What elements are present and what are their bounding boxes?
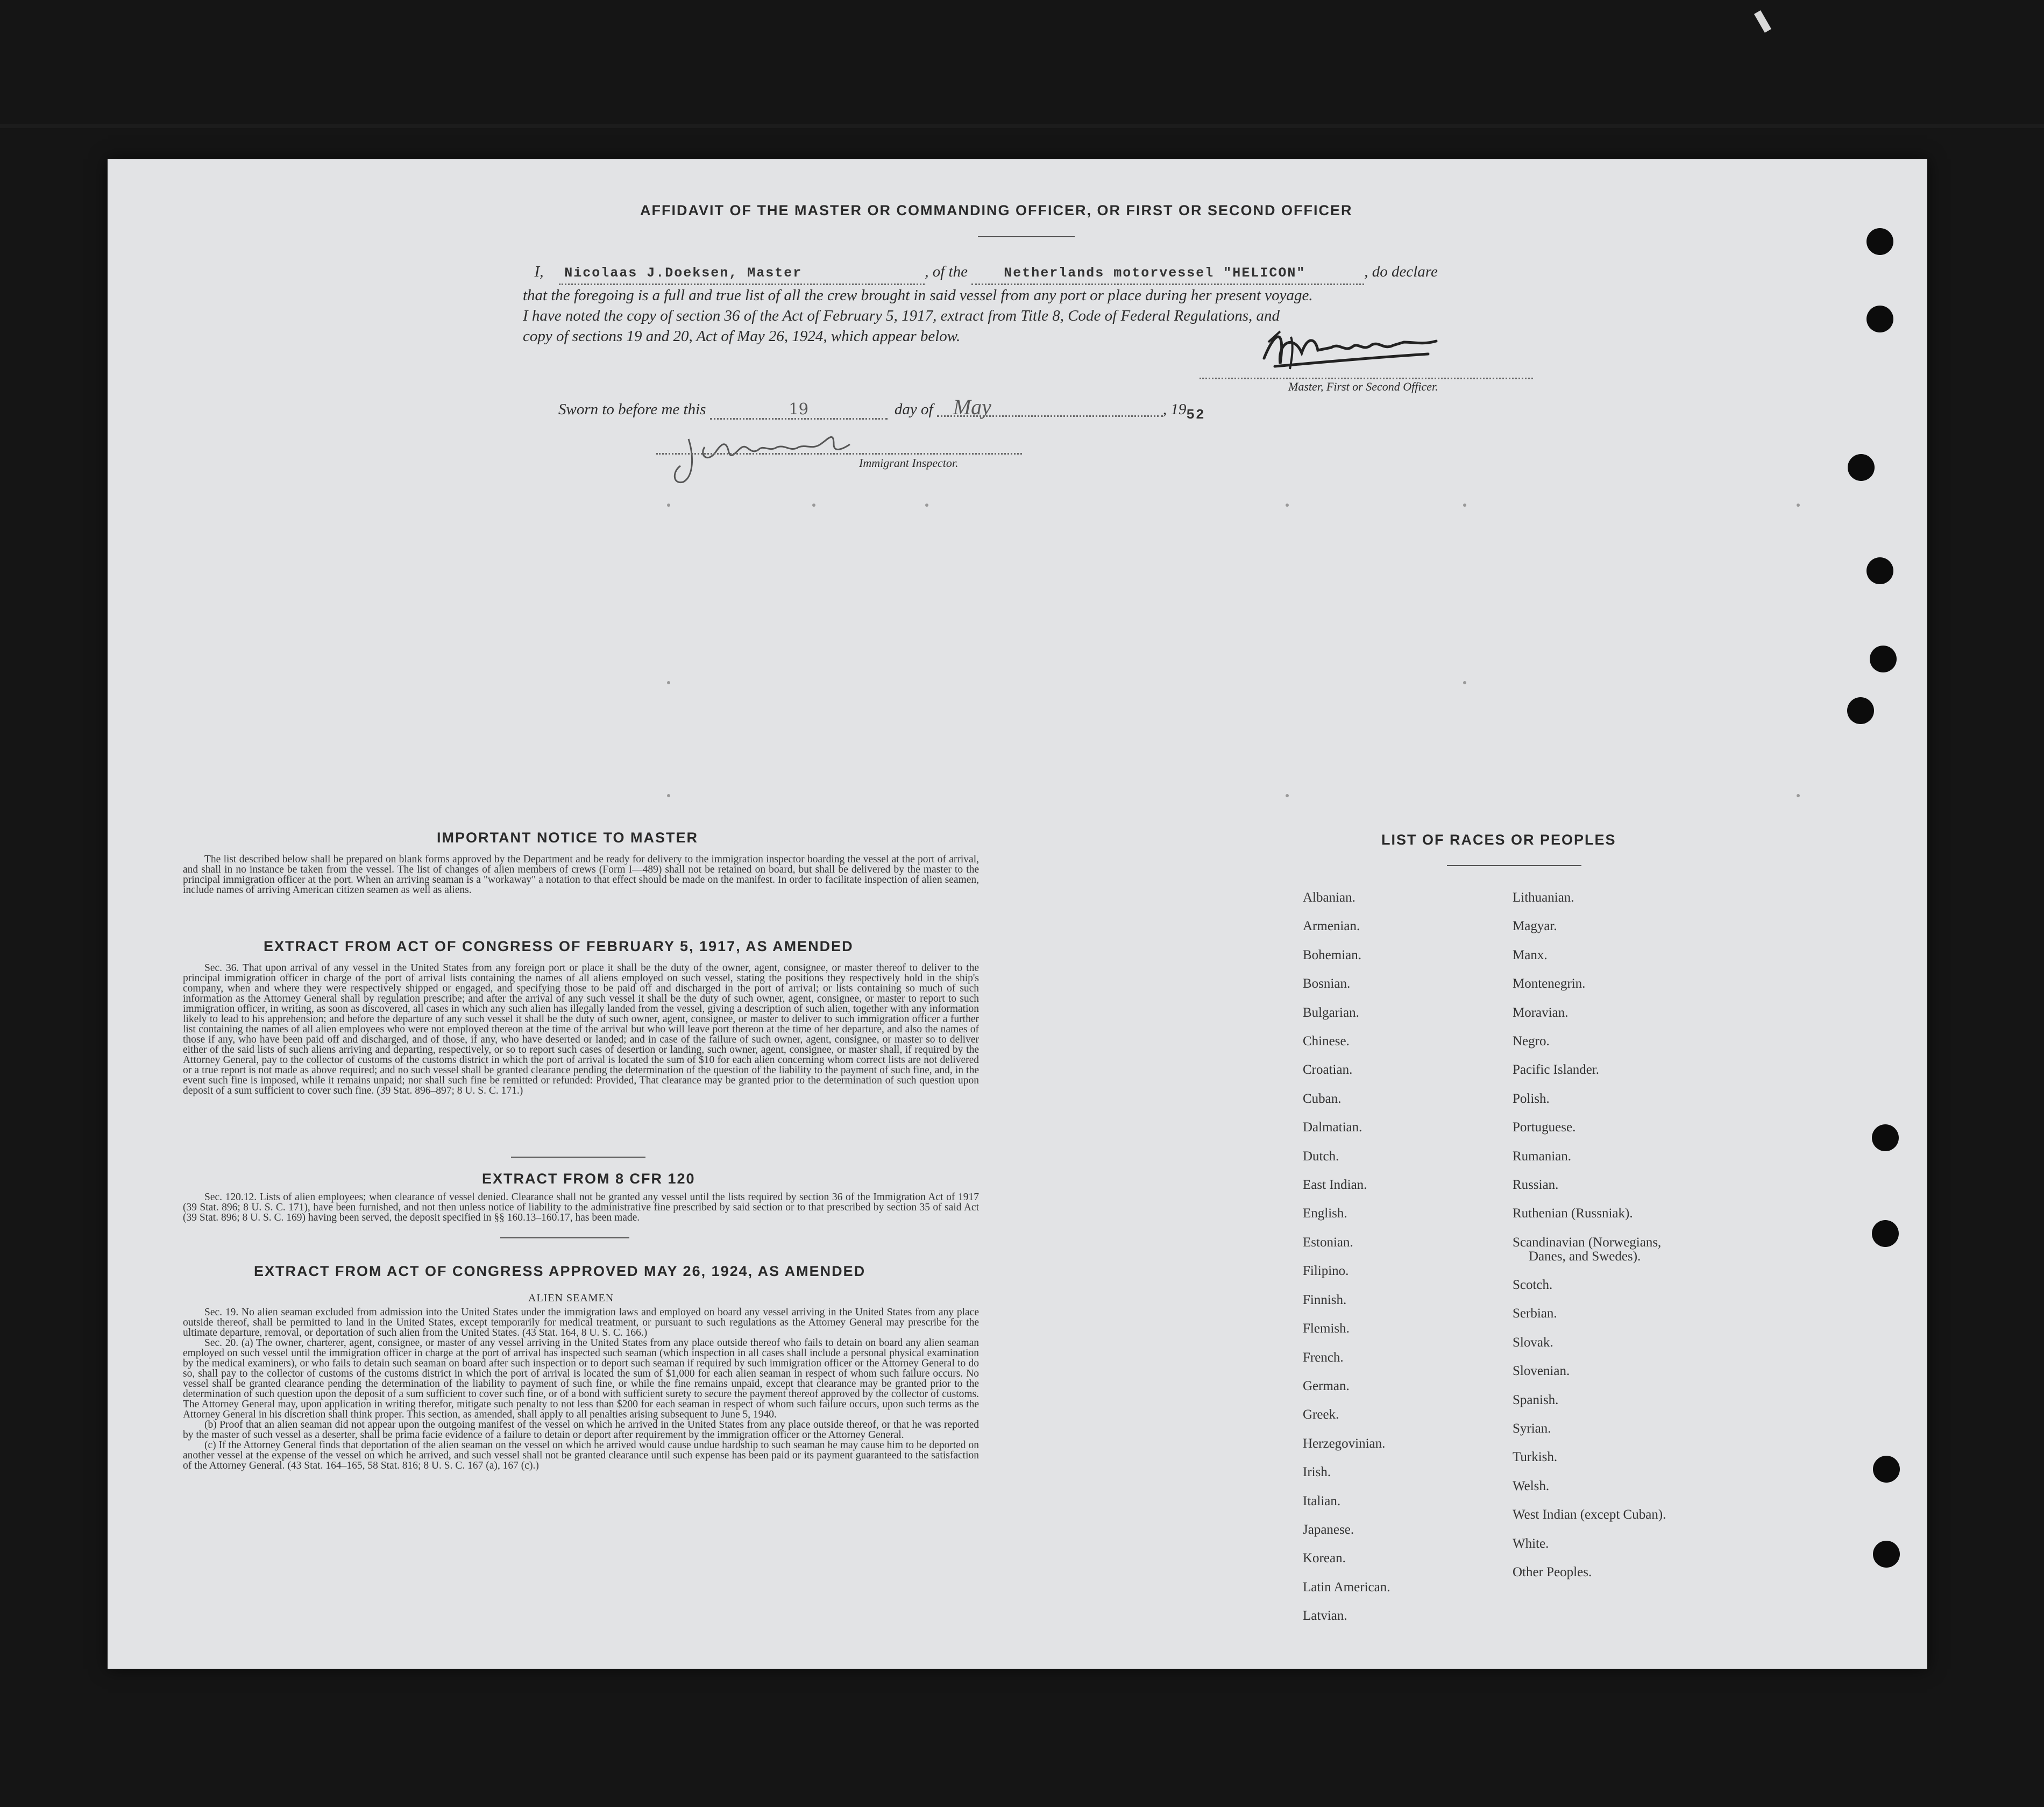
binder-hole: [1848, 454, 1875, 481]
declaration-line-2: that the foregoing is a full and true list of all the crew brought in said vessel from any port or place during her present voyage.: [523, 287, 1313, 304]
declaration: [523, 261, 1642, 346]
race-item: West Indian (except Cuban).: [1513, 1507, 1666, 1522]
race-item: Ruthenian (Russniak).: [1513, 1206, 1633, 1221]
race-item: Bulgarian.: [1303, 1005, 1359, 1020]
extract-1924-title: EXTRACT FROM ACT OF CONGRESS APPROVED MAY 26, 1924, AS AMENDED: [254, 1263, 866, 1279]
race-item: White.: [1513, 1536, 1549, 1551]
faint-mark: [667, 794, 670, 797]
race-item: Flemish.: [1303, 1321, 1350, 1336]
race-item: Cuban.: [1303, 1091, 1342, 1106]
binder-hole: [1866, 306, 1893, 332]
race-item: Greek.: [1303, 1407, 1339, 1422]
sworn-month: May: [937, 399, 1163, 417]
faint-mark: [1286, 504, 1289, 507]
race-item: Moravian.: [1513, 1005, 1569, 1020]
faint-mark: [1797, 794, 1800, 797]
faint-mark: [1463, 504, 1466, 507]
inspector-signature: [656, 423, 893, 498]
race-item: French.: [1303, 1350, 1344, 1365]
faint-mark: [925, 504, 928, 507]
race-item: Dutch.: [1303, 1149, 1339, 1164]
extract-cfr-rule: [500, 1237, 629, 1238]
race-item: Spanish.: [1513, 1392, 1559, 1407]
race-item-multiline: [1513, 1228, 1666, 1271]
extract-1924-sec20c: (c) If the Attorney General finds that deportation of the alien seaman on the vessel on which he arrived would cause undue hardship to such seaman he may cause him to be deported on another vessel at the expense of the vessel on which he arrived, and such vessel shall not be granted clearance until such expense has been paid or its payment guaranteed to the satisfaction of the Attorney General. (43 Stat. 164–165, 58 Stat. 816; 8 U. S. C. 167 (a), 167 (c).): [183, 1440, 979, 1471]
faint-mark: [667, 504, 670, 507]
race-item: Herzegovinian.: [1303, 1436, 1386, 1451]
extract-cfr-title: EXTRACT FROM 8 CFR 120: [482, 1171, 695, 1187]
extract-1924-sec19: Sec. 19. No alien seaman excluded from admission into the United States under the immigration laws and employed on board any vessel arriving in the United States from any place outside thereof, shall be permitted to land in the United States, except temporarily for medical treatment, or pursuant to such regulations as the Attorney General may prescribe for the ultimate departure, removal, or deportation of such alien from the United States. (43 Stat. 164, 8 U. S. C. 166.): [183, 1307, 979, 1338]
binder-hole: [1873, 1456, 1900, 1483]
race-item: Finnish.: [1303, 1292, 1347, 1307]
race-item: Bohemian.: [1303, 947, 1362, 962]
extract-1924-text: [183, 1307, 979, 1471]
race-item: Croatian.: [1303, 1062, 1353, 1078]
race-item: Negro.: [1513, 1034, 1550, 1049]
race-item: Bosnian.: [1303, 976, 1351, 991]
sworn-day: 19: [710, 400, 888, 420]
notice-title: IMPORTANT NOTICE TO MASTER: [437, 830, 698, 846]
binder-hole: [1866, 557, 1893, 584]
race-item: Scandinavian (Norwegians,: [1513, 1235, 1662, 1250]
sworn-year-prefix: , 19: [1162, 401, 1187, 418]
extract-1917-title: EXTRACT FROM ACT OF CONGRESS OF FEBRUARY 5, 1917, AS AMENDED: [264, 938, 854, 954]
race-item: Rumanian.: [1513, 1149, 1572, 1164]
race-item: Slovenian.: [1513, 1364, 1570, 1379]
extract-1924-sec20b: (b) Proof that an alien seaman did not appear upon the outgoing manifest of the vessel on which he arrived in the United States from any place outside thereof, or that he was reported by the master of such vessel as a deserter, shall be prima facie evidence of a failure to detain or deport after requirement by the immigration officer or the Attorney General.: [183, 1419, 979, 1441]
races-title: LIST OF RACES OR PEOPLES: [1381, 832, 1616, 848]
race-item: Chinese.: [1303, 1034, 1350, 1049]
title-rule: [978, 236, 1075, 237]
race-item: Slovak.: [1513, 1335, 1553, 1350]
race-item: English.: [1303, 1206, 1347, 1221]
scan-artifact: [1754, 10, 1771, 33]
race-item: Serbian.: [1513, 1306, 1557, 1321]
master-signature-line: [1200, 378, 1533, 379]
extract-1924-subtitle: ALIEN SEAMEN: [528, 1292, 614, 1304]
race-item: Turkish.: [1513, 1450, 1558, 1465]
extract-1917-text: [183, 963, 979, 1096]
faint-mark: [1286, 794, 1289, 797]
race-item: Manx.: [1513, 947, 1548, 962]
race-item: Japanese.: [1303, 1522, 1354, 1537]
vessel-name: Netherlands motorvessel "HELICON": [971, 263, 1364, 285]
race-item: Filipino.: [1303, 1264, 1349, 1279]
sworn-day-of: day of: [894, 401, 933, 418]
race-item: Welsh.: [1513, 1478, 1550, 1493]
sworn-year: 52: [1186, 407, 1205, 423]
race-item: Lithuanian.: [1513, 890, 1574, 905]
race-item: Polish.: [1513, 1091, 1550, 1106]
declaration-of-the: , of the: [925, 263, 968, 280]
declaration-line-3: I have noted the copy of section 36 of the Act of February 5, 1917, extract from Title 8, Code of Federal Regulations, and: [523, 307, 1280, 324]
race-item: Danes, and Swedes).: [1529, 1249, 1641, 1264]
extract-1917-rule: [511, 1157, 645, 1158]
race-item: Other Peoples.: [1513, 1564, 1592, 1579]
extract-cfr-paragraph: Sec. 120.12. Lists of alien employees; when clearance of vessel denied. Clearance shall not be granted any vessel until the lists required by section 36 of the Immigration Act of 1917 (39 Stat. 896; 8 U. S. C. 171), have been furnished, and not then unless notice of liability to the administrative fine prescribed by said section or to that prescribed by section 35 of said Act (39 Stat. 896; 8 U. S. C. 169) having been served, the deposit specified in §§ 160.13–160.17, has been made.: [183, 1192, 979, 1223]
declaration-i: I,: [534, 263, 544, 280]
race-item: Dalmatian.: [1303, 1120, 1362, 1135]
races-left-column: [1303, 883, 1390, 1631]
faint-mark: [667, 681, 670, 684]
binder-hole: [1872, 1220, 1899, 1247]
affidavit-title: AFFIDAVIT OF THE MASTER OR COMMANDING OFFICER, OR FIRST OR SECOND OFFICER: [640, 202, 1353, 218]
races-title-rule: [1447, 865, 1581, 866]
declaration-line-4: copy of sections 19 and 20, Act of May 26, 1924, which appear below.: [523, 328, 961, 345]
master-signature: [1243, 321, 1468, 380]
race-item: German.: [1303, 1378, 1350, 1393]
binder-hole: [1866, 228, 1893, 255]
races-right-column: [1513, 883, 1666, 1586]
sworn-line: [558, 395, 1205, 423]
faint-mark: [812, 504, 815, 507]
race-item: Armenian.: [1303, 919, 1360, 934]
binder-hole: [1872, 1124, 1899, 1151]
scan-artifact: [0, 124, 2044, 128]
binder-hole: [1847, 697, 1874, 724]
notice-paragraph: The list described below shall be prepared on blank forms approved by the Department and be ready for delivery to the immigration inspector boarding the vessel at the port of arrival, and shall in no instance be taken from the vessel. The list of changes of alien members of crews (Form I—489) shall not be retained on board, but shall be delivered by the master to the principal immigration officer at the port. When an arriving seaman is a "workaway" a notation to that effect should be made on the manifest. In order to facilitate inspection of alien seamen, include names of arriving American citizen seamen as well as aliens.: [183, 854, 979, 896]
race-item: East Indian.: [1303, 1178, 1367, 1193]
master-signature-caption: Master, First or Second Officer.: [1288, 380, 1438, 393]
race-item: Scotch.: [1513, 1277, 1553, 1292]
affidavit-sheet: [108, 159, 1927, 1669]
notice-text: [183, 854, 979, 895]
race-item: Italian.: [1303, 1493, 1341, 1508]
race-item: Latin American.: [1303, 1579, 1390, 1595]
race-item: Portuguese.: [1513, 1120, 1576, 1135]
faint-mark: [1797, 504, 1800, 507]
race-item: Korean.: [1303, 1551, 1346, 1566]
inspector-signature-line: [656, 453, 1022, 455]
race-item: Latvian.: [1303, 1608, 1347, 1624]
race-item: Estonian.: [1303, 1235, 1353, 1250]
inspector-caption: Immigrant Inspector.: [859, 456, 959, 470]
faint-mark: [1463, 681, 1466, 684]
master-name: Nicolaas J.Doeksen, Master: [559, 263, 925, 285]
binder-hole: [1870, 646, 1897, 672]
sworn-prefix: Sworn to before me this: [558, 401, 706, 418]
extract-1924-sec20a: Sec. 20. (a) The owner, charterer, agent, consignee, or master of any vessel arriving in the United States from any place outside thereof who fails to detain on board any alien seaman employed on such vessel until the immigration officer in charge at the port of arrival has inspected such seaman (which inspection in all cases shall include a personal physical examination by the medical examiners), or who fails to detain such seaman on board after such inspection or to deport such seaman if required by such immigration officer or the Attorney General to do so, shall pay to the collector of customs of the customs district in which the port of arrival is located the sum of $1,000 for each alien seaman in respect of whom such failure occurs. No vessel shall be granted clearance pending the determination of the liability to payment of such fine, or while the fine remains unpaid, except that clearance may be granted prior to the determination of such question upon the deposit of a sum sufficient to cover such fine, or of a bond with sufficient surety to secure the payment thereof approved by the collector of customs. The Attorney General may, upon application in writing therefor, mitigate such penalty to not less than $200 for each seaman in respect of whom such failure occurs, upon such terms as the Attorney General in his discretion shall think proper. This section, as amended, shall apply to all penalties arising subsequent to June 5, 1940.: [183, 1337, 979, 1420]
declaration-do-declare: , do declare: [1364, 263, 1438, 280]
race-item: Syrian.: [1513, 1421, 1551, 1436]
binder-hole: [1873, 1541, 1900, 1568]
race-item: Pacific Islander.: [1513, 1062, 1600, 1078]
race-item: Irish.: [1303, 1465, 1331, 1480]
race-item: Magyar.: [1513, 919, 1557, 934]
extract-cfr-text: [183, 1192, 979, 1223]
race-item: Russian.: [1513, 1178, 1559, 1193]
extract-1917-paragraph: Sec. 36. That upon arrival of any vessel in the United States from any foreign port or place it shall be the duty of the owner, agent, consignee, or master thereof to deliver to the principal immigration officer in charge of the port of arrival lists containing the names of all aliens employed on such vessel, stating the positions they respectively hold in the ship's company, when and where they were respectively shipped or engaged, and specifying those to be paid off and discharged in the port of arrival; or lists containing so much of such information as the Attorney General shall by regulation prescribe; and after the arrival of any such vessel it shall be the duty of such owner, agent, consignee, or master to report to such immigration officer, in writing, as soon as discovered, all cases in which any such alien has illegally landed from the vessel, giving a description of such alien, together with any information likely to lead to his apprehension; and before the departure of any such vessel it shall be the duty of such owner, agent, consignee, or master to deliver to such immigration officer a further list containing the names of all alien employees who were not employed thereon at the time of the arrival but who will leave port thereon at the time of her departure, and also the names of those if any, who have been paid off and discharged, and of those, if any, who have deserted or landed; and in case of the failure of such owner, agent, consignee, or master so to deliver either of the said lists of such aliens arriving and departing, respectively, or so to report such cases of desertion or landing, such owner, agent, consignee, or master shall, if required by the Attorney General, pay to the collector of customs of the customs district in which the port of arrival is located the sum of $10 for each alien concerning whom correct lists are not delivered or a true report is not made as above required; and no such vessel shall be granted clearance pending the determination of the question of the liability to the payment of such fine, and, in the event such fine is imposed, while it remains unpaid; nor shall such fine be remitted or refunded: Provided, That clearance may be granted prior to the determination of such question upon deposit of a sum sufficient to cover such fine. (39 Stat. 896–897; 8 U. S. C. 171.): [183, 962, 979, 1096]
race-item: Albanian.: [1303, 890, 1355, 905]
race-item: Montenegrin.: [1513, 976, 1586, 991]
